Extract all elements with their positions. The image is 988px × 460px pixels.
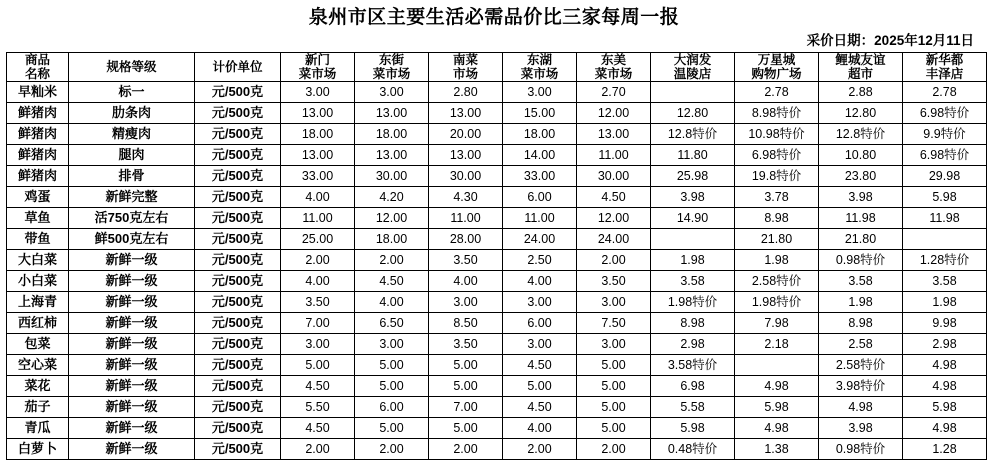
cell-price: 4.50 — [355, 271, 429, 292]
cell-price: 8.98 — [651, 313, 735, 334]
cell-unit: 元/500克 — [195, 166, 281, 187]
cell-price: 2.98 — [903, 334, 987, 355]
cell-price: 8.50 — [429, 313, 503, 334]
cell-price: 5.00 — [577, 376, 651, 397]
cell-price: 4.00 — [355, 292, 429, 313]
column-header-store-9-line2: 丰泽店 — [925, 67, 964, 81]
column-header-store-4-line2: 菜市场 — [520, 67, 559, 81]
cell-price: 4.00 — [503, 271, 577, 292]
table-row — [7, 187, 987, 208]
cell-price: 2.58特价 — [819, 355, 903, 376]
table-header — [7, 53, 987, 82]
column-header-spec: 规格等级 — [69, 53, 195, 82]
cell-price: 18.00 — [355, 229, 429, 250]
cell-price: 2.58特价 — [735, 271, 819, 292]
table-row — [7, 334, 987, 355]
cell-price: 4.50 — [577, 187, 651, 208]
cell-spec: 活750克左右 — [69, 208, 195, 229]
price-table — [6, 52, 987, 460]
cell-price: 13.00 — [355, 145, 429, 166]
cell-spec: 新鲜完整 — [69, 187, 195, 208]
cell-price: 10.98特价 — [735, 124, 819, 145]
cell-price: 3.58 — [819, 271, 903, 292]
cell-price: 4.00 — [281, 271, 355, 292]
cell-price: 2.50 — [503, 250, 577, 271]
cell-price: 1.98 — [903, 292, 987, 313]
cell-price: 3.00 — [355, 334, 429, 355]
cell-spec: 新鲜一级 — [69, 250, 195, 271]
cell-price: 2.18 — [735, 334, 819, 355]
cell-spec: 新鲜一级 — [69, 376, 195, 397]
cell-price: 11.98 — [903, 208, 987, 229]
cell-product-name: 鲜猪肉 — [7, 124, 69, 145]
table-row — [7, 397, 987, 418]
cell-price: 5.98 — [735, 397, 819, 418]
cell-price: 18.00 — [281, 124, 355, 145]
column-header-store-7 — [735, 53, 819, 82]
column-header-store-6 — [651, 53, 735, 82]
cell-price: 1.98 — [819, 292, 903, 313]
cell-price: 8.98特价 — [735, 103, 819, 124]
cell-price: 29.98 — [903, 166, 987, 187]
cell-price: 28.00 — [429, 229, 503, 250]
cell-price: 5.00 — [503, 376, 577, 397]
cell-price: 5.00 — [281, 355, 355, 376]
cell-price: 1.98 — [651, 250, 735, 271]
column-header-unit: 计价单位 — [195, 53, 281, 82]
column-header-name — [7, 53, 69, 82]
cell-price: 4.50 — [281, 376, 355, 397]
cell-price: 11.98 — [819, 208, 903, 229]
cell-spec: 新鲜一级 — [69, 439, 195, 460]
cell-product-name: 带鱼 — [7, 229, 69, 250]
cell-price: 13.00 — [577, 124, 651, 145]
column-header-store-8-line1: 鲤城友谊 — [835, 53, 886, 67]
table-row — [7, 166, 987, 187]
cell-price: 1.98特价 — [651, 292, 735, 313]
cell-price: 8.98 — [819, 313, 903, 334]
survey-date: 采价日期：2025年12月11日 — [806, 33, 974, 48]
table-row — [7, 103, 987, 124]
cell-price: 21.80 — [819, 229, 903, 250]
cell-product-name: 上海青 — [7, 292, 69, 313]
cell-price: 3.00 — [355, 82, 429, 103]
cell-spec: 新鲜一级 — [69, 355, 195, 376]
cell-price: 4.50 — [503, 355, 577, 376]
cell-price: 2.58 — [819, 334, 903, 355]
cell-price: 11.80 — [651, 145, 735, 166]
column-header-store-1 — [281, 53, 355, 82]
column-header-store-6-line2: 温陵店 — [673, 67, 712, 81]
cell-price — [651, 229, 735, 250]
cell-price: 2.80 — [429, 82, 503, 103]
cell-price: 11.00 — [503, 208, 577, 229]
column-header-store-5-line2: 菜市场 — [594, 67, 633, 81]
cell-price: 5.00 — [577, 418, 651, 439]
cell-price: 2.00 — [355, 250, 429, 271]
cell-unit: 元/500克 — [195, 271, 281, 292]
cell-price: 3.00 — [281, 82, 355, 103]
cell-price: 3.98 — [819, 187, 903, 208]
cell-price: 3.50 — [577, 271, 651, 292]
cell-price: 6.98 — [651, 376, 735, 397]
cell-price: 2.78 — [903, 82, 987, 103]
cell-price: 4.50 — [503, 397, 577, 418]
cell-price: 5.00 — [355, 376, 429, 397]
cell-price: 3.00 — [281, 334, 355, 355]
column-header-store-9 — [903, 53, 987, 82]
column-header-store-3-line1: 南菜 — [452, 53, 478, 67]
cell-unit: 元/500克 — [195, 313, 281, 334]
cell-price: 13.00 — [281, 145, 355, 166]
cell-price: 3.50 — [429, 250, 503, 271]
column-header-store-8 — [819, 53, 903, 82]
table-row — [7, 418, 987, 439]
cell-unit: 元/500克 — [195, 187, 281, 208]
cell-price: 33.00 — [281, 166, 355, 187]
cell-price: 6.00 — [503, 187, 577, 208]
cell-spec: 肋条肉 — [69, 103, 195, 124]
cell-spec: 排骨 — [69, 166, 195, 187]
cell-price: 2.00 — [503, 439, 577, 460]
column-header-store-2 — [355, 53, 429, 82]
cell-price: 2.00 — [355, 439, 429, 460]
cell-price: 24.00 — [577, 229, 651, 250]
column-header-store-6-line1: 大润发 — [673, 53, 712, 67]
cell-price: 21.80 — [735, 229, 819, 250]
cell-price: 4.98 — [903, 376, 987, 397]
column-header-store-7-line2: 购物广场 — [751, 67, 802, 81]
cell-price: 24.00 — [503, 229, 577, 250]
cell-price: 4.00 — [281, 187, 355, 208]
cell-price: 13.00 — [281, 103, 355, 124]
cell-price: 5.98 — [651, 418, 735, 439]
cell-unit: 元/500克 — [195, 355, 281, 376]
cell-product-name: 小白菜 — [7, 271, 69, 292]
cell-price: 12.8特价 — [651, 124, 735, 145]
cell-product-name: 大白菜 — [7, 250, 69, 271]
cell-price: 4.98 — [903, 355, 987, 376]
cell-spec: 精瘦肉 — [69, 124, 195, 145]
cell-price: 9.9特价 — [903, 124, 987, 145]
cell-price: 5.00 — [355, 418, 429, 439]
table-row — [7, 271, 987, 292]
column-header-store-2-line2: 菜市场 — [372, 67, 411, 81]
cell-product-name: 包菜 — [7, 334, 69, 355]
cell-price: 6.50 — [355, 313, 429, 334]
cell-spec: 新鲜一级 — [69, 271, 195, 292]
cell-price: 3.00 — [429, 292, 503, 313]
cell-price: 2.70 — [577, 82, 651, 103]
column-header-store-1-line1: 新门 — [304, 53, 330, 67]
cell-price: 6.98特价 — [735, 145, 819, 166]
cell-price: 1.38 — [735, 439, 819, 460]
table-body — [7, 82, 987, 460]
cell-unit: 元/500克 — [195, 145, 281, 166]
cell-price: 3.50 — [281, 292, 355, 313]
cell-price: 5.00 — [577, 397, 651, 418]
header-row — [7, 53, 987, 82]
cell-unit: 元/500克 — [195, 418, 281, 439]
cell-price: 0.98特价 — [819, 439, 903, 460]
cell-price: 6.98特价 — [903, 145, 987, 166]
table-row — [7, 145, 987, 166]
cell-price: 2.98 — [651, 334, 735, 355]
cell-spec: 腿肉 — [69, 145, 195, 166]
cell-price: 5.58 — [651, 397, 735, 418]
cell-product-name: 白萝卜 — [7, 439, 69, 460]
cell-price: 3.00 — [503, 334, 577, 355]
cell-price: 4.98 — [819, 397, 903, 418]
cell-price: 20.00 — [429, 124, 503, 145]
cell-price: 15.00 — [503, 103, 577, 124]
cell-price: 4.50 — [281, 418, 355, 439]
cell-price: 25.00 — [281, 229, 355, 250]
cell-price: 9.98 — [903, 313, 987, 334]
cell-unit: 元/500克 — [195, 82, 281, 103]
cell-price: 5.00 — [429, 376, 503, 397]
cell-price: 11.00 — [429, 208, 503, 229]
cell-price: 18.00 — [503, 124, 577, 145]
table-row — [7, 313, 987, 334]
cell-price: 12.80 — [651, 103, 735, 124]
cell-price: 4.00 — [429, 271, 503, 292]
cell-price: 4.98 — [903, 418, 987, 439]
cell-price: 5.00 — [355, 355, 429, 376]
cell-unit: 元/500克 — [195, 229, 281, 250]
column-header-store-4 — [503, 53, 577, 82]
cell-price: 13.00 — [429, 145, 503, 166]
table-row — [7, 250, 987, 271]
cell-price: 4.30 — [429, 187, 503, 208]
cell-price: 3.00 — [503, 292, 577, 313]
column-header-store-9-line1: 新华都 — [925, 53, 964, 67]
cell-price — [735, 355, 819, 376]
page-title: 泉州市区主要生活必需品价比三家每周一报 — [308, 7, 680, 28]
column-header-name-line2: 名称 — [24, 67, 50, 81]
cell-price: 5.00 — [577, 355, 651, 376]
cell-unit: 元/500克 — [195, 334, 281, 355]
cell-price: 8.98 — [735, 208, 819, 229]
cell-price: 6.00 — [355, 397, 429, 418]
cell-price: 4.00 — [503, 418, 577, 439]
cell-price: 2.00 — [577, 439, 651, 460]
cell-price: 2.00 — [281, 250, 355, 271]
column-header-store-3-line2: 市场 — [452, 67, 478, 81]
cell-unit: 元/500克 — [195, 124, 281, 145]
cell-price: 3.98 — [651, 187, 735, 208]
cell-price: 1.98 — [735, 250, 819, 271]
cell-price: 11.00 — [577, 145, 651, 166]
cell-unit: 元/500克 — [195, 250, 281, 271]
cell-price: 6.00 — [503, 313, 577, 334]
cell-price: 3.00 — [503, 82, 577, 103]
cell-price: 5.98 — [903, 187, 987, 208]
cell-price: 3.58 — [903, 271, 987, 292]
cell-price: 4.98 — [735, 418, 819, 439]
cell-product-name: 青瓜 — [7, 418, 69, 439]
table-row — [7, 229, 987, 250]
cell-spec: 标一 — [69, 82, 195, 103]
cell-product-name: 鸡蛋 — [7, 187, 69, 208]
cell-price: 12.00 — [355, 208, 429, 229]
cell-price: 3.00 — [577, 334, 651, 355]
cell-spec: 新鲜一级 — [69, 334, 195, 355]
cell-price: 3.50 — [429, 334, 503, 355]
cell-price: 1.28 — [903, 439, 987, 460]
cell-price: 10.80 — [819, 145, 903, 166]
table-row — [7, 208, 987, 229]
cell-price: 7.00 — [429, 397, 503, 418]
cell-price: 7.50 — [577, 313, 651, 334]
cell-price: 5.50 — [281, 397, 355, 418]
cell-price: 5.00 — [429, 355, 503, 376]
cell-price: 14.00 — [503, 145, 577, 166]
cell-unit: 元/500克 — [195, 103, 281, 124]
cell-price: 1.98特价 — [735, 292, 819, 313]
cell-price — [651, 82, 735, 103]
cell-price: 6.98特价 — [903, 103, 987, 124]
column-header-store-7-line1: 万星城 — [757, 53, 796, 67]
cell-price: 7.00 — [281, 313, 355, 334]
table-row — [7, 124, 987, 145]
cell-price: 7.98 — [735, 313, 819, 334]
cell-price: 12.00 — [577, 208, 651, 229]
column-header-store-5-line1: 东美 — [600, 53, 626, 67]
cell-price: 0.48特价 — [651, 439, 735, 460]
cell-product-name: 鲜猪肉 — [7, 166, 69, 187]
cell-spec: 新鲜一级 — [69, 292, 195, 313]
cell-unit: 元/500克 — [195, 292, 281, 313]
cell-price: 2.88 — [819, 82, 903, 103]
cell-price: 18.00 — [355, 124, 429, 145]
cell-product-name: 早籼米 — [7, 82, 69, 103]
cell-price: 3.00 — [577, 292, 651, 313]
cell-product-name: 西红柿 — [7, 313, 69, 334]
cell-unit: 元/500克 — [195, 439, 281, 460]
cell-product-name: 空心菜 — [7, 355, 69, 376]
cell-price: 3.78 — [735, 187, 819, 208]
cell-price — [903, 229, 987, 250]
cell-spec: 新鲜一级 — [69, 418, 195, 439]
cell-product-name: 茄子 — [7, 397, 69, 418]
cell-price: 3.98特价 — [819, 376, 903, 397]
cell-price: 33.00 — [503, 166, 577, 187]
column-header-store-3 — [429, 53, 503, 82]
cell-unit: 元/500克 — [195, 208, 281, 229]
column-header-store-2-line1: 东街 — [378, 53, 404, 67]
cell-price: 19.8特价 — [735, 166, 819, 187]
table-row — [7, 439, 987, 460]
cell-price: 1.28特价 — [903, 250, 987, 271]
table-row — [7, 355, 987, 376]
cell-product-name: 鲜猪肉 — [7, 103, 69, 124]
cell-price: 3.58特价 — [651, 355, 735, 376]
cell-spec: 新鲜一级 — [69, 397, 195, 418]
cell-price: 5.00 — [429, 418, 503, 439]
cell-price: 0.98特价 — [819, 250, 903, 271]
cell-price: 30.00 — [429, 166, 503, 187]
cell-price: 4.20 — [355, 187, 429, 208]
cell-unit: 元/500克 — [195, 376, 281, 397]
cell-price: 12.8特价 — [819, 124, 903, 145]
cell-price: 12.80 — [819, 103, 903, 124]
cell-product-name: 菜花 — [7, 376, 69, 397]
column-header-store-1-line2: 菜市场 — [298, 67, 337, 81]
cell-price: 13.00 — [429, 103, 503, 124]
cell-price: 14.90 — [651, 208, 735, 229]
cell-price: 2.78 — [735, 82, 819, 103]
column-header-store-4-line1: 东湖 — [526, 53, 552, 67]
cell-price: 30.00 — [355, 166, 429, 187]
table-row — [7, 376, 987, 397]
cell-product-name: 鲜猪肉 — [7, 145, 69, 166]
column-header-name-line1: 商品 — [24, 53, 50, 67]
table-row — [7, 292, 987, 313]
cell-price: 2.00 — [577, 250, 651, 271]
cell-product-name: 草鱼 — [7, 208, 69, 229]
column-header-store-8-line2: 超市 — [847, 67, 873, 81]
cell-price: 2.00 — [429, 439, 503, 460]
cell-spec: 鲜500克左右 — [69, 229, 195, 250]
cell-price: 11.00 — [281, 208, 355, 229]
cell-price: 3.58 — [651, 271, 735, 292]
table-row — [7, 82, 987, 103]
cell-price: 5.98 — [903, 397, 987, 418]
cell-spec: 新鲜一级 — [69, 313, 195, 334]
cell-price: 3.98 — [819, 418, 903, 439]
column-header-store-5 — [577, 53, 651, 82]
cell-price: 2.00 — [281, 439, 355, 460]
cell-price: 25.98 — [651, 166, 735, 187]
cell-price: 4.98 — [735, 376, 819, 397]
cell-unit: 元/500克 — [195, 397, 281, 418]
cell-price: 12.00 — [577, 103, 651, 124]
cell-price: 13.00 — [355, 103, 429, 124]
cell-price: 23.80 — [819, 166, 903, 187]
cell-price: 30.00 — [577, 166, 651, 187]
